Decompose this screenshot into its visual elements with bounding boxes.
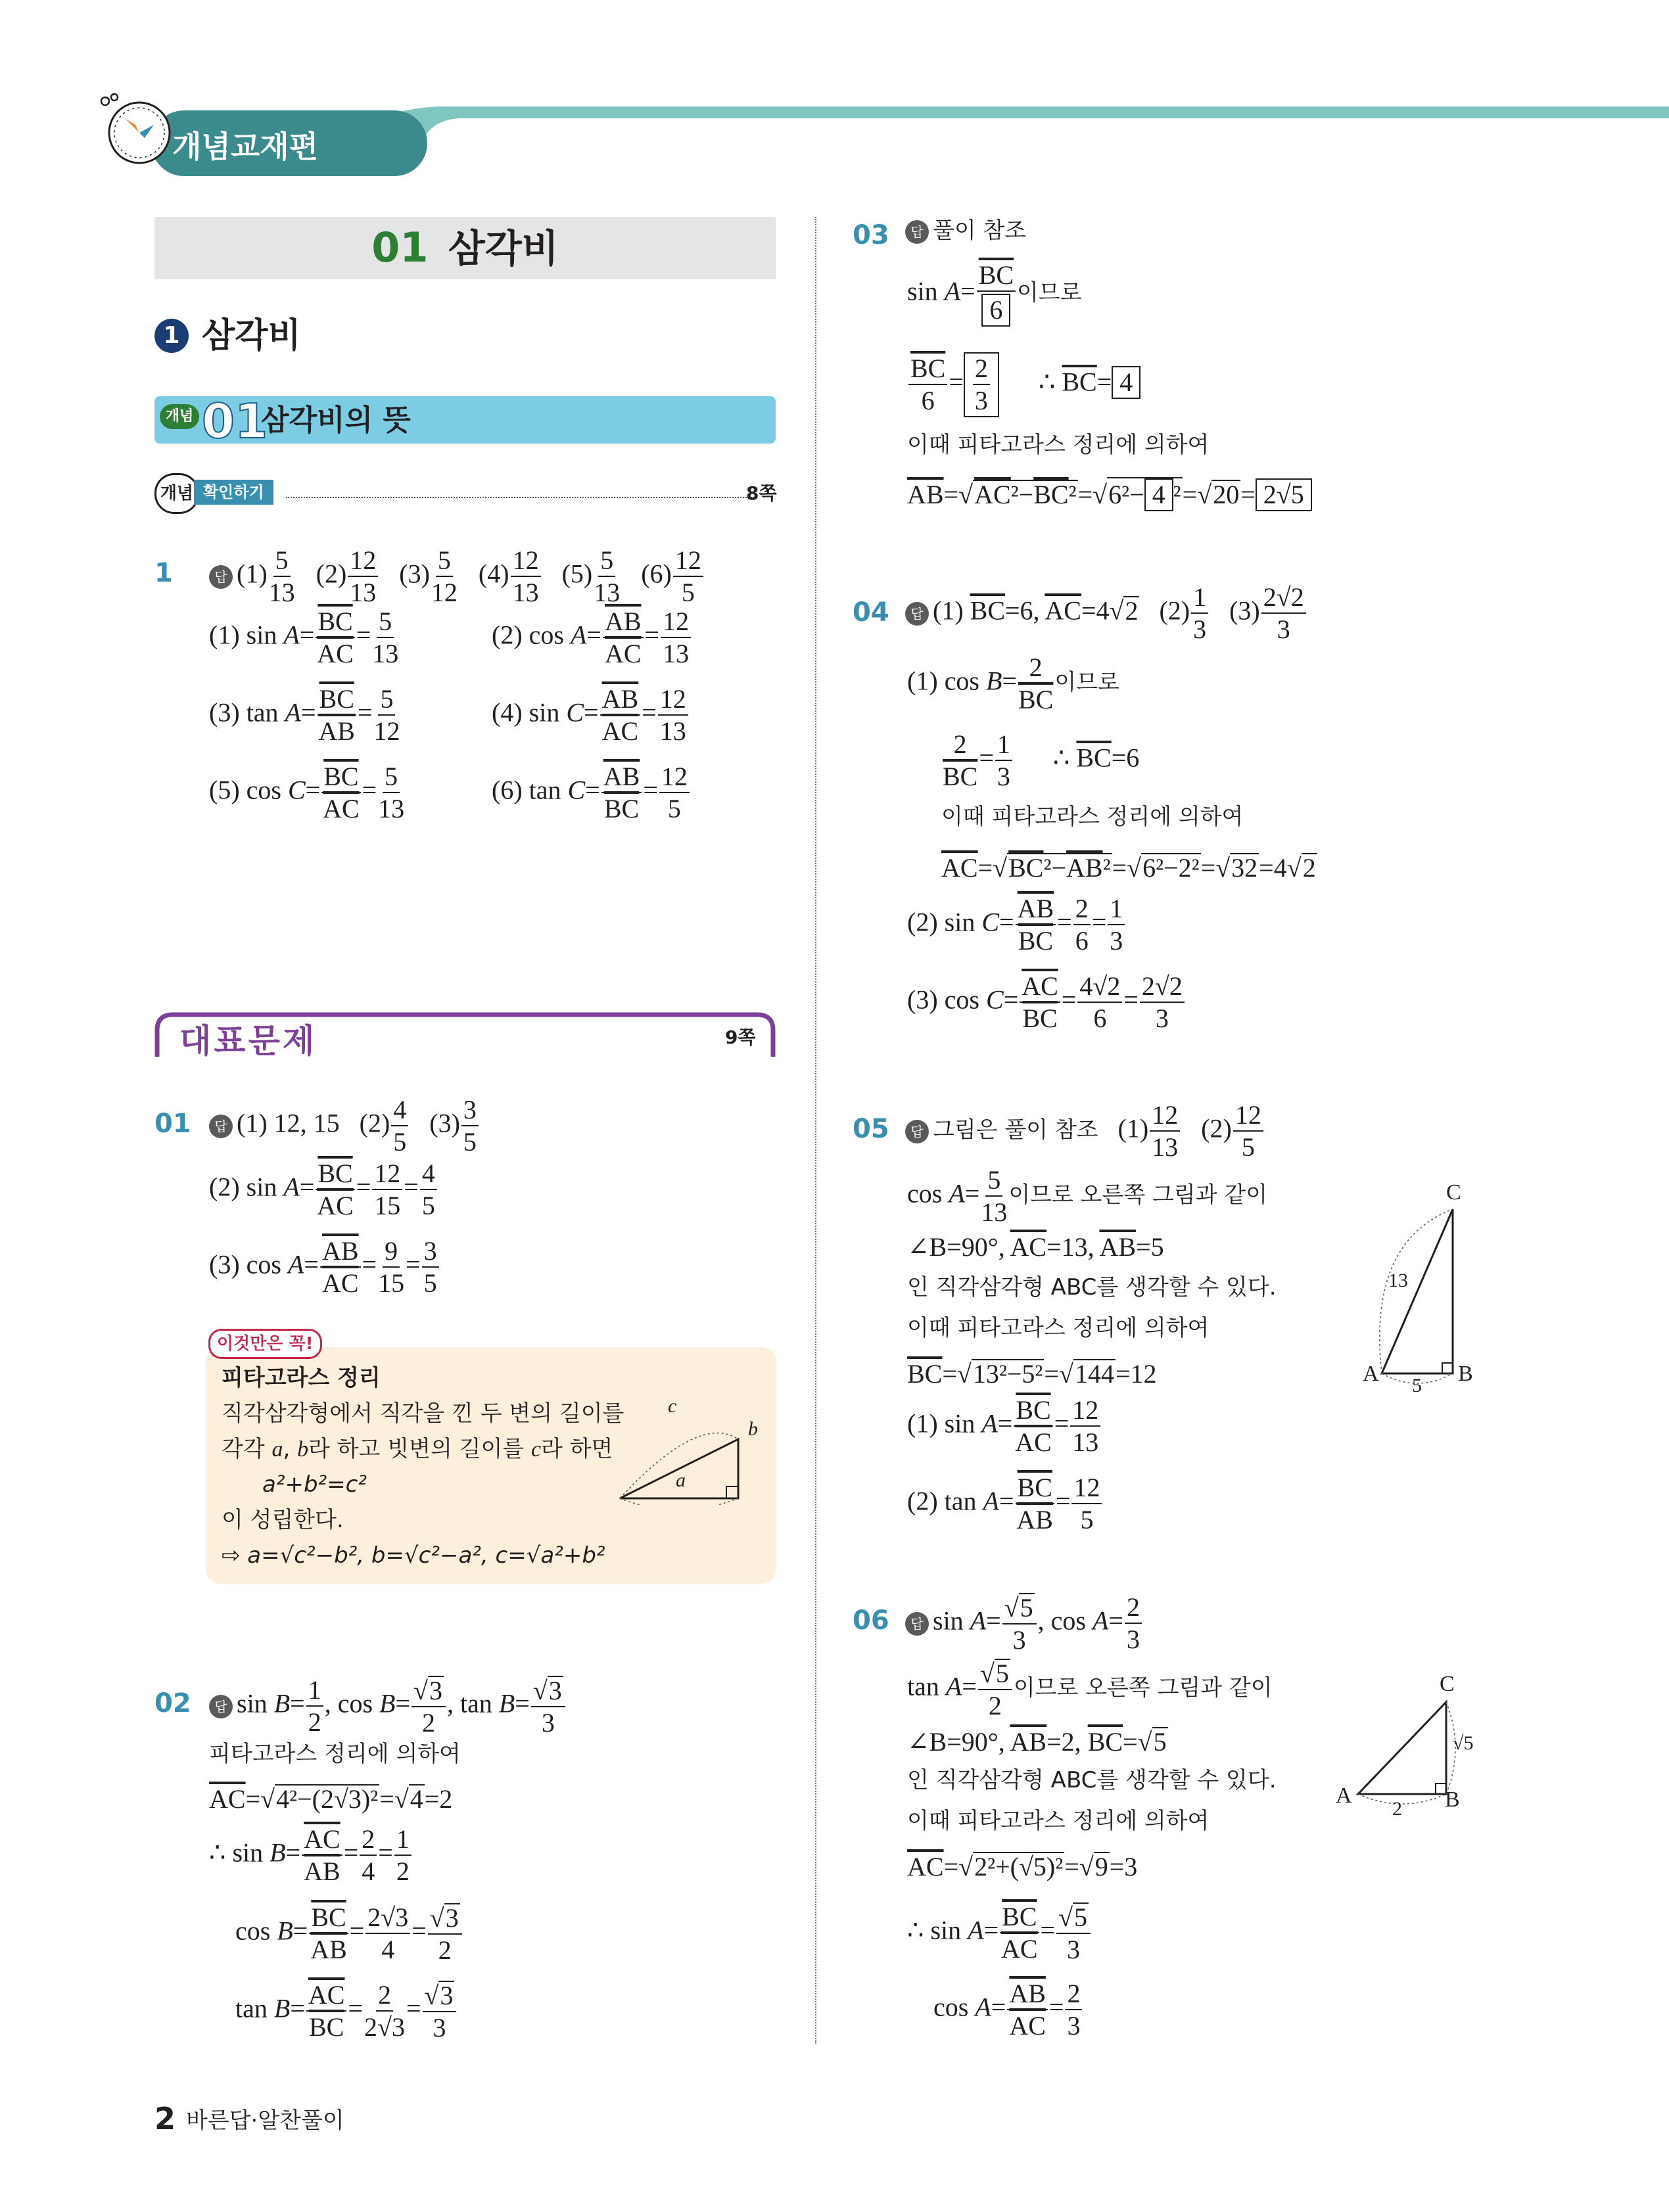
q05-fig-c: C [1446, 1180, 1461, 1205]
q02-text-1: 피타고라스 정리에 의하여 [209, 1741, 461, 1767]
q06-fig-sqrt5: √5 [1453, 1732, 1474, 1754]
dap-icon: 답 [905, 602, 929, 626]
q03-answer: 답 풀이 참조 [905, 219, 1026, 244]
column-divider [815, 217, 816, 2044]
concept-number: 01 [202, 394, 268, 449]
tip-badge: 이것만은 꼭! [208, 1329, 322, 1359]
tip-tri-b: b [748, 1418, 758, 1440]
q05-answer: 답 그림은 풀이 참조 (1) $\frac{12}{13}$ (2) $\frac{12}{5}$ [905, 1101, 1265, 1161]
q05-line-5: (2) tan A= $\frac{\overline{BC}}{AB}$ = $\frac{12}{5}$ [907, 1474, 1103, 1534]
check-row [154, 473, 776, 513]
q05-fig-13: 13 [1388, 1270, 1408, 1291]
daepyo-title: 대표문제 [179, 1022, 317, 1060]
q04-line-5: (3) cos C= $\frac{\overline{AC}}{BC}$ = $\frac{4√2}{6}$ = $\frac{2√2}{3}$ [907, 973, 1186, 1032]
check-label-1: 개념 [154, 473, 199, 514]
concept-tag: 개념 [160, 404, 199, 429]
q1-line-4: (4) sin C= $\frac{\overline{AB}}{AC}$ = $\frac{12}{13}$ [492, 685, 690, 745]
chapter-title-bar [154, 217, 776, 279]
page-number: 2 [154, 2101, 176, 2136]
q04-line-1: (1) cos B= $\frac{2}{BC}$ 이므로 [907, 653, 1119, 714]
q1-line-1: (1) sin A= $\frac{\overline{BC}}{AC}$ = $\frac{5}{13}$ [209, 607, 399, 668]
dap-icon: 답 [905, 220, 929, 244]
q05-line-1: cos A= $\frac{5}{13}$ 이므로 오른쪽 그림과 같이 [907, 1165, 1268, 1227]
q06-line-1: tan A= $\frac{√5}{2}$ 이므로 오른쪽 그림과 같이 [907, 1659, 1273, 1720]
tip-title: 피타고라스 정리 [222, 1365, 381, 1391]
q04-line-3: $\overline{AC}=√BC^2-\overline{AB}^2=√6^2-2^2=√32=4√2$ [941, 853, 1316, 883]
tip-tri-c: c [668, 1395, 677, 1417]
concept-bar [154, 394, 776, 449]
q1-number: 1 [154, 558, 173, 588]
q06-text-3: 이때 피타고라스 정리에 의하여 [907, 1808, 1210, 1834]
section-title: 삼각비 [202, 316, 301, 356]
q06-fig-c: C [1440, 1672, 1455, 1696]
q01-answer: 답 (1) 12, 15 (2) $\frac{4}{5}$ (3) $\frac{3}{5}$ [209, 1096, 480, 1156]
q02-answer: 답 sin B= $\frac{1}{2}$ , cos B= $\frac{√3}{2}$ , tan B= $\frac{√3}{3}$ [209, 1676, 567, 1737]
q01-number: 01 [154, 1109, 191, 1139]
footer-title: 바른답·알찬풀이 [186, 2108, 344, 2134]
q05-triangle [1354, 1189, 1486, 1387]
q04-number: 04 [853, 597, 889, 628]
check-page: 8쪽 [746, 482, 777, 504]
q05-line-3: $\overline{BC}=√13^2-5^2=√144=12$ [907, 1359, 1157, 1389]
q02-line-2: ∴ sin B= $\frac{\overline{AC}}{AB}$ = $\frac{2}{4}$ = $\frac{1}{2}$ [209, 1826, 413, 1885]
q06-triangle [1341, 1682, 1486, 1827]
q04-line-4: (2) sin C= $\frac{\overline{AB}}{BC}$ = $\frac{2}{6}$ = $\frac{1}{3}$ [907, 895, 1126, 955]
tip-box [206, 1334, 776, 1584]
q03-line-2: $\frac{\overline{BC}}{6}$ = $\frac{2}{3}$ ∴ $\overline{BC}= 4$ [907, 352, 1140, 417]
q06-answer: 답 sin A= $\frac{√5}{3}$ , cos A= $\frac{2}{3}$ [905, 1593, 1143, 1654]
concept-title: 삼각비의 뜻 [261, 403, 411, 437]
q1-line-2: (2) cos A= $\frac{\overline{AB}}{AC}$ = $\frac{12}{13}$ [492, 608, 692, 668]
q02-number: 02 [154, 1688, 191, 1718]
q05-text-2: 인 직각삼각형 ABC를 생각할 수 있다. [907, 1274, 1277, 1301]
header-badge: 개념교재편 [172, 129, 319, 164]
check-dotted-line [286, 497, 754, 498]
q06-line-5: cos A= $\frac{\overline{AB}}{AC}$ = $\frac{2}{3}$ [933, 1980, 1083, 2040]
q06-fig-a: A [1336, 1784, 1352, 1808]
q06-line-2: ∠B=90°, $\overline{AB}=2$, $\overline{BC}=√5$ [907, 1727, 1167, 1757]
q01-line-2: (3) cos A= $\frac{\overline{AB}}{AC}$ = $\frac{9}{15}$ = $\frac{3}{5}$ [209, 1237, 440, 1297]
q01-line-1: (2) sin A= $\frac{\overline{BC}}{AC}$ = $\frac{12}{15}$ = $\frac{4}{5}$ [209, 1160, 438, 1220]
tip-line-1: 직각삼각형에서 직각을 낀 두 변의 길이를 [222, 1400, 624, 1427]
q05-fig-b: B [1458, 1362, 1473, 1386]
q02-line-1: $\overline{AC}=√4^2-(2√3)^2=√4=2$ [209, 1784, 453, 1814]
tip-line-4: 이 성립한다. [222, 1507, 344, 1533]
q06-fig-b: B [1445, 1787, 1460, 1812]
tip-triangle [613, 1387, 771, 1505]
q1-answer: 답 (1) $\frac{5}{13}$ (2) $\frac{12}{13}$ (3) $\frac{5}{12}$ (4) $\frac{12}{13}$ (5) $\frac{5}{13}$ (6) $\frac{12}{5}$ [209, 547, 705, 607]
chapter-number: 01 [371, 223, 429, 271]
q06-fig-2: 2 [1392, 1798, 1402, 1820]
q02-line-3: cos B= $\frac{\overline{BC}}{AB}$ = $\frac{2√3}{4}$ = $\frac{√3}{2}$ [235, 1903, 463, 1964]
q05-fig-a: A [1363, 1362, 1379, 1386]
q1-line-3: (3) tan A= $\frac{\overline{BC}}{AB}$ = $\frac{5}{12}$ [209, 684, 400, 746]
daepyo-header [154, 1012, 776, 1058]
q03-line-1: sin A= $\frac{\overline{BC}}{6}$ 이므로 [907, 262, 1082, 327]
q05-line-2: ∠B=90°, $\overline{AC}=13$, $\overline{AB}=5$ [907, 1232, 1164, 1262]
tip-line-2: 각각 a, b라 하고 빗변의 길이를 c라 하면 [222, 1436, 613, 1462]
q05-fig-5: 5 [1412, 1375, 1422, 1396]
q04-answer: 답 (1) $\overline{BC}=6$, $\overline{AC}=4√2$ (2) $\frac{1}{3}$ (3) $\frac{2√2}{3}$ [905, 584, 1307, 643]
check-label-2: 확인하기 [194, 480, 273, 505]
tip-arrow-line: ⇨ a=√c²−b², b=√c²−a², c=√a²+b² [222, 1542, 605, 1569]
q1-line-5: (5) cos C= $\frac{\overline{BC}}{AC}$ = $\frac{5}{13}$ [209, 762, 405, 823]
q03-line-3: $\overline{AB}=√AC^2-\overline{BC}^2=√6^2- 4$ ²=√20= 2√5 [907, 477, 1312, 511]
q06-text-2: 인 직각삼각형 ABC를 생각할 수 있다. [907, 1767, 1277, 1793]
q05-line-4: (1) sin A= $\frac{\overline{BC}}{AC}$ = $\frac{12}{13}$ [907, 1396, 1102, 1456]
tip-tri-a: a [676, 1469, 686, 1491]
dap-icon: 답 [209, 565, 233, 589]
q06-number: 06 [853, 1605, 889, 1636]
section-number: 1 [154, 319, 189, 353]
q04-text-2: 이때 피타고라스 정리에 의하여 [941, 804, 1244, 830]
dap-icon: 답 [209, 1115, 233, 1138]
q1-line-6: (6) tan C= $\frac{\overline{AB}}{BC}$ = $\frac{12}{5}$ [492, 763, 691, 823]
dap-icon: 답 [209, 1695, 233, 1718]
tip-formula: a²+b²=c² [262, 1471, 367, 1498]
q06-line-3: $\overline{AC}=√2^2+(√5)^2=√9=3$ [907, 1852, 1138, 1881]
q05-text-3: 이때 피타고라스 정리에 의하여 [907, 1315, 1210, 1341]
chapter-title: 삼각비 [448, 226, 559, 271]
clock-icon [99, 92, 177, 171]
daepyo-page: 9쪽 [725, 1026, 756, 1048]
q03-number: 03 [853, 220, 889, 250]
q05-number: 05 [853, 1114, 889, 1144]
q06-line-4: ∴ sin A= $\frac{\overline{BC}}{AC}$ = $\frac{√5}{3}$ [907, 1902, 1092, 1964]
q03-text-2: 이때 피타고라스 정리에 의하여 [907, 432, 1210, 458]
dap-icon: 답 [905, 1120, 929, 1143]
dap-icon: 답 [905, 1612, 929, 1636]
q02-line-4: tan B= $\frac{\overline{AC}}{BC}$ = $\frac{2}{2√3}$ = $\frac{√3}{3}$ [235, 1981, 458, 2042]
q04-line-2: $\frac{2}{BC}$ = $\frac{1}{3}$ ∴ $\overline{BC}=6$ [943, 729, 1140, 791]
